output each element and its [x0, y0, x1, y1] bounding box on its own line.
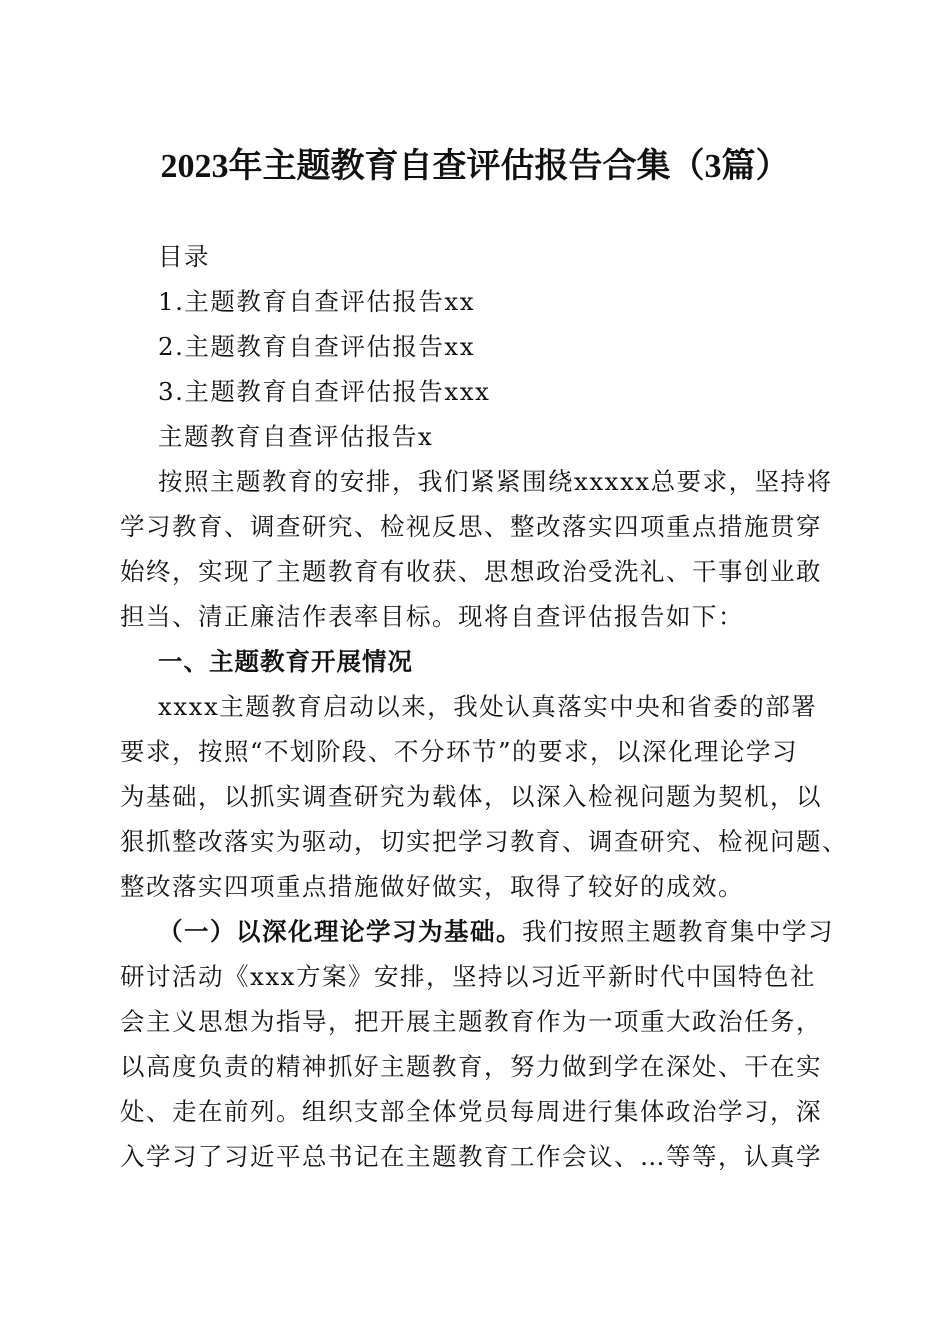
intro-line-2: 学习教育、调查研究、检视反思、整改落实四项重点措施贯穿	[120, 512, 822, 541]
subsection-1-line-2: 研讨活动《xxx方案》安排，坚持以习近平新时代中国特色社	[120, 962, 816, 991]
toc-item-3: 3.主题教育自查评估报告xxx	[158, 377, 491, 406]
toc-heading: 目录	[158, 242, 210, 271]
section-1-line-3: 为基础，以抓实调查研究为载体，以深入检视问题为契机，以	[120, 782, 822, 811]
report-title: 主题教育自查评估报告x	[158, 422, 434, 451]
intro-line-3: 始终，实现了主题教育有收获、思想政治受洗礼、干事创业敢	[120, 557, 822, 586]
section-1-line-5: 整改落实四项重点措施做好做实，取得了较好的成效。	[120, 872, 744, 901]
section-1-line-2: 要求，按照“不划阶段、不分环节”的要求，以深化理论学习	[120, 737, 799, 766]
document-title: 2023年主题教育自查评估报告合集（3篇）	[160, 148, 790, 185]
subsection-1-first-line	[158, 913, 834, 948]
subsection-1-line-4: 以高度负责的精神抓好主题教育，努力做到学在深处、干在实	[120, 1052, 822, 1081]
intro-line-1: 按照主题教育的安排，我们紧紧围绕xxxxx总要求，坚持将	[158, 467, 833, 496]
section-1-line-4: 狠抓整改落实为驱动，切实把学习教育、调查研究、检视问题、	[120, 827, 848, 856]
section-1-line-1: xxxx主题教育启动以来，我处认真落实中央和省委的部署	[158, 692, 818, 721]
subsection-1-first-line-text: 我们按照主题教育集中学习	[522, 917, 834, 946]
subsection-1-line-6: 入学习了习近平总书记在主题教育工作会议、…等等，认真学	[120, 1142, 822, 1171]
subsection-1-line-5: 处、走在前列。组织支部全体党员每周进行集体政治学习，深	[120, 1097, 822, 1126]
toc-item-1: 1.主题教育自查评估报告xx	[158, 287, 476, 316]
section-1-heading: 一、主题教育开展情况	[158, 647, 413, 676]
subsection-1-line-3: 会主义思想为指导，把开展主题教育作为一项重大政治任务，	[120, 1007, 822, 1036]
subsection-1-lead: （一）以深化理论学习为基础。	[158, 917, 522, 946]
toc-item-2: 2.主题教育自查评估报告xx	[158, 332, 476, 361]
intro-line-4: 担当、清正廉洁作表率目标。现将自查评估报告如下：	[120, 602, 744, 631]
